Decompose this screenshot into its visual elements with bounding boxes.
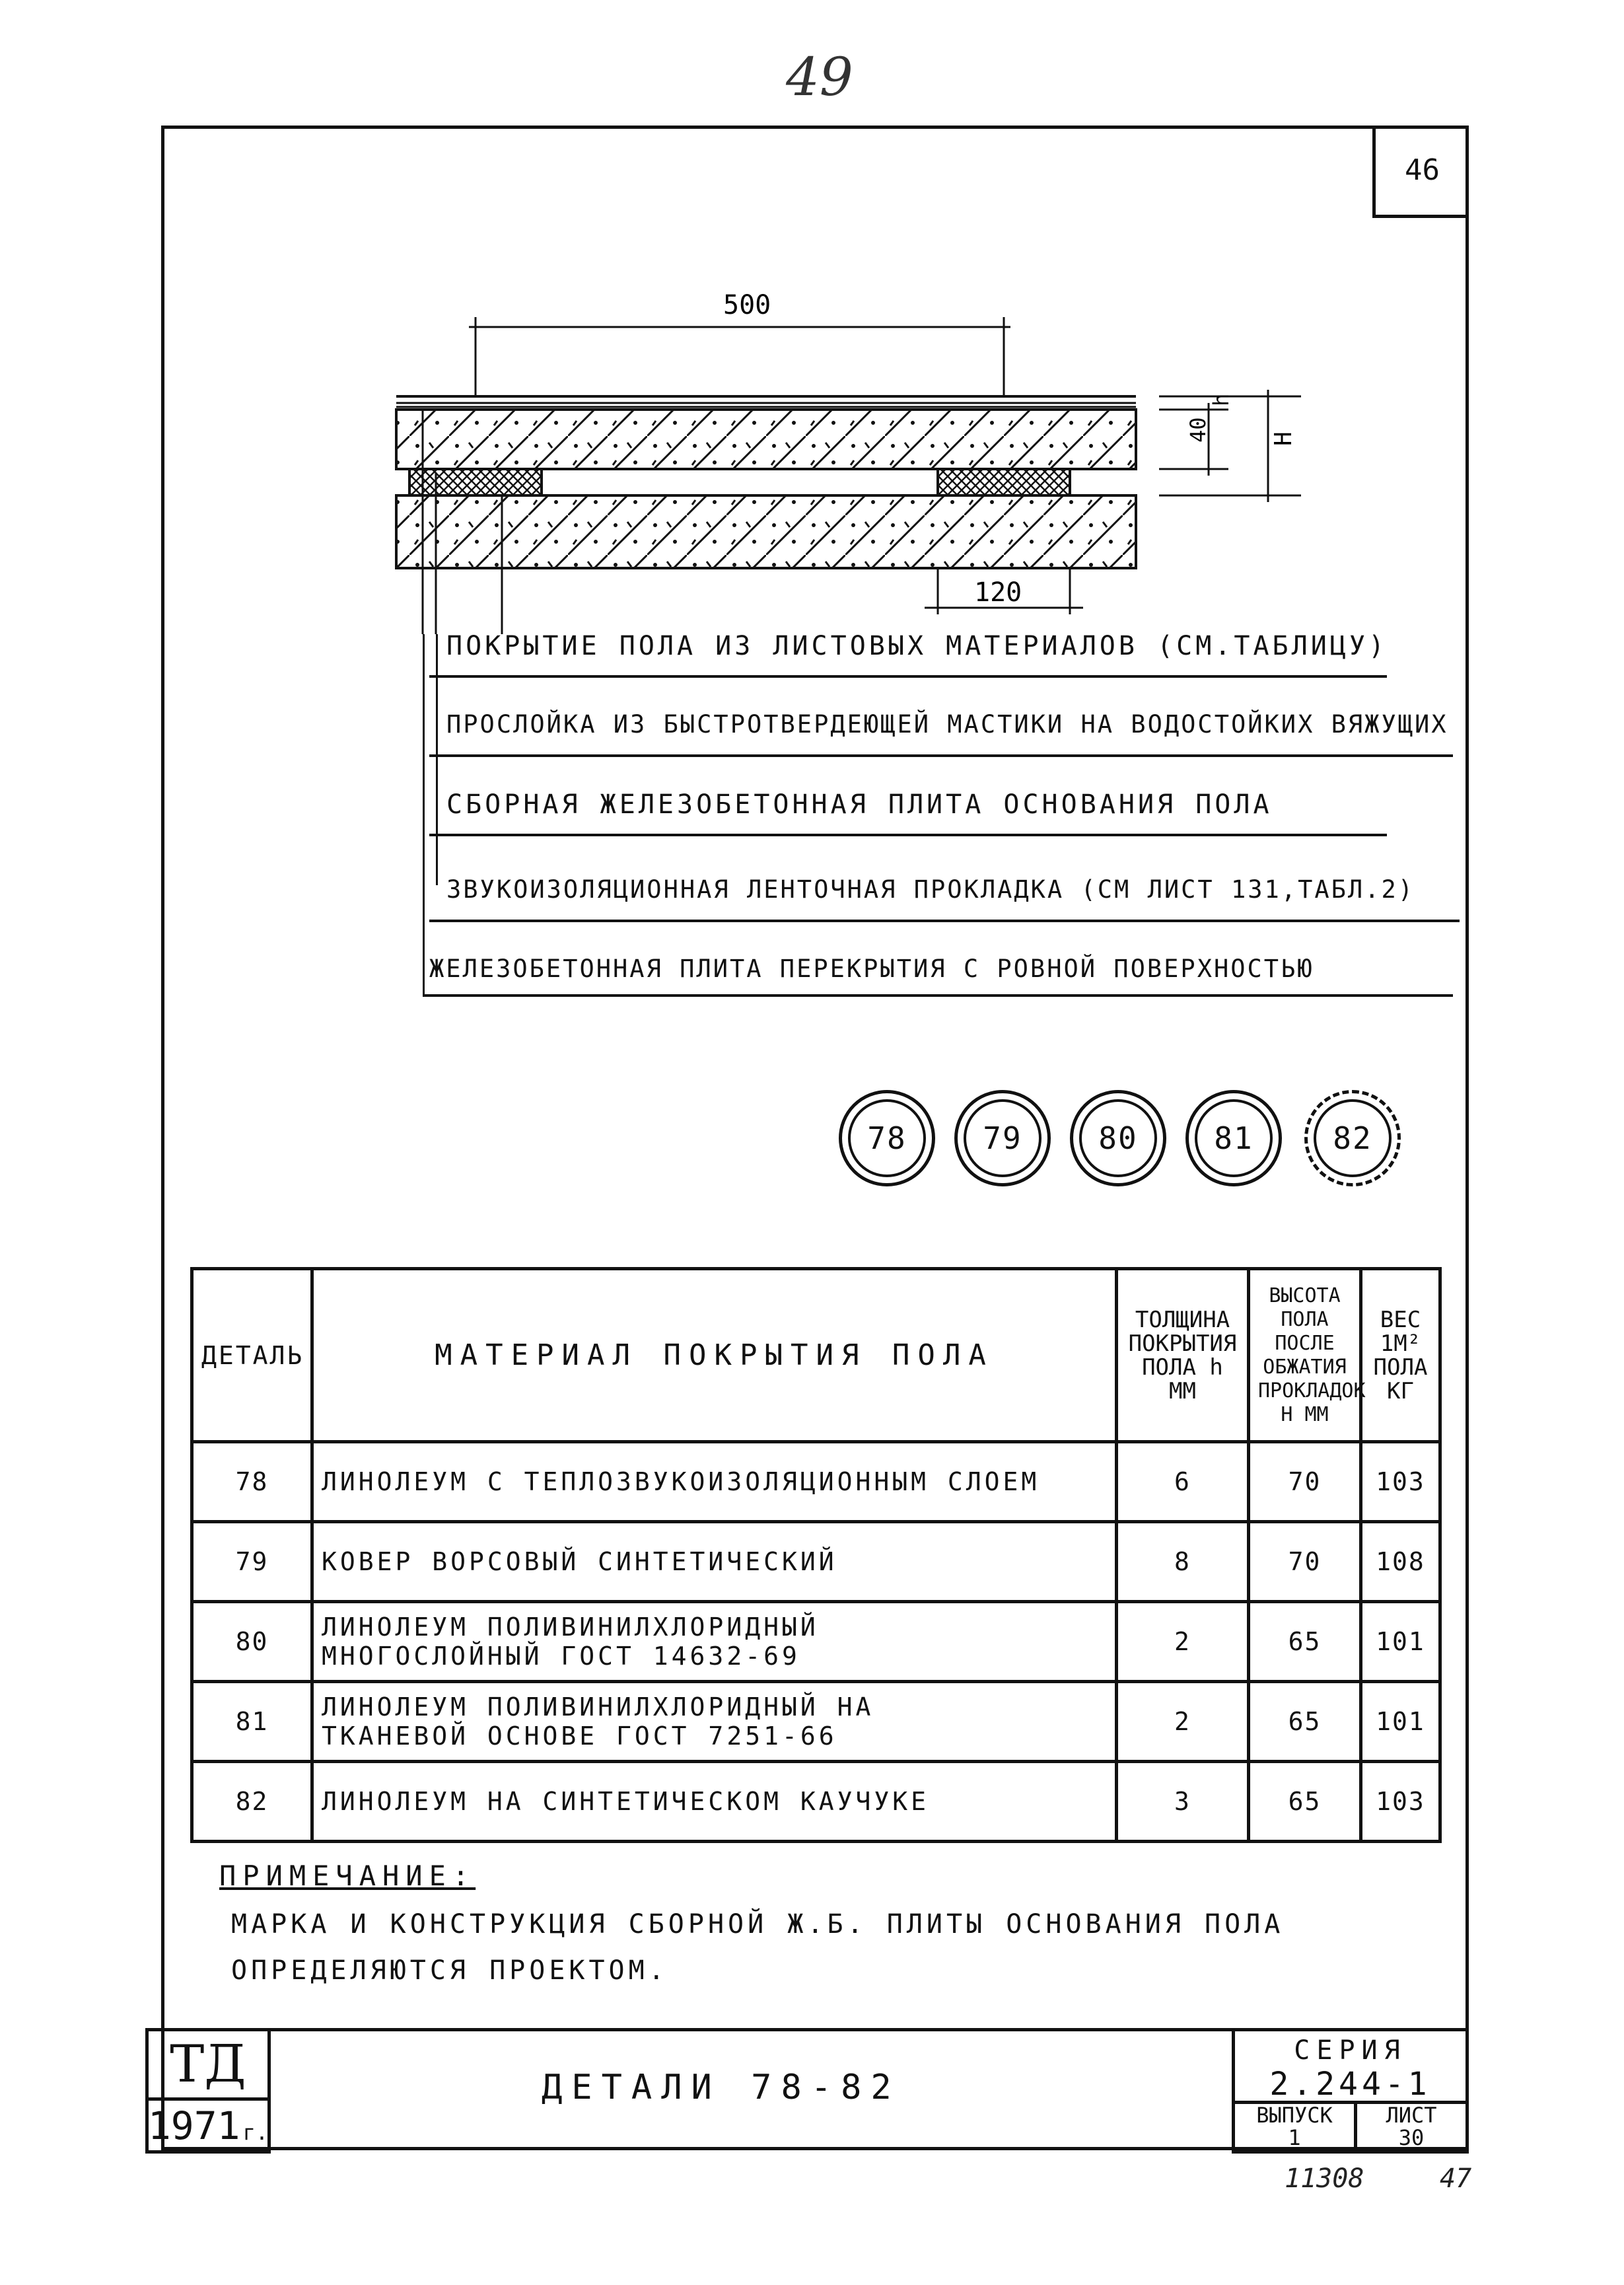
- series-value: 2.244-1: [1269, 2066, 1431, 2103]
- detail-marker-79: 79: [954, 1090, 1051, 1186]
- header-material: МАТЕРИАЛ ПОКРЫТИЯ ПОЛА: [312, 1269, 1117, 1442]
- cell-material-line2: ТКАНЕВОЙ ОСНОВЕ ГОСТ 7251-66: [322, 1722, 837, 1751]
- series-label: СЕРИЯ: [1294, 2035, 1407, 2066]
- cell-material-line2: МНОГОСЛОЙНЫЙ ГОСТ 14632-69: [322, 1642, 800, 1671]
- detail-marker-78: 78: [839, 1090, 935, 1186]
- detail-marker-82: 82: [1304, 1090, 1401, 1186]
- detail-marker-81: 81: [1185, 1090, 1282, 1186]
- note-line-2: ОПРЕДЕЛЯЮТСЯ ПРОЕКТОМ.: [231, 1955, 668, 1986]
- note-title: ПРИМЕЧАНИЕ:: [219, 1860, 476, 1892]
- floor-section-drawing: [370, 277, 1321, 634]
- archive-page-number: 47: [1440, 2163, 1472, 2194]
- cell-detail: 78: [192, 1442, 312, 1522]
- td-logo: ТД: [170, 2035, 246, 2094]
- legend-item-covering: ПОКРЫТИЕ ПОЛА ИЗ ЛИСТОВЫХ МАТЕРИАЛОВ (СМ.ТАБЛИЦУ): [446, 631, 1388, 661]
- materials-table: [190, 1267, 1442, 1843]
- header-detail: ДЕТАЛЬ: [192, 1269, 312, 1442]
- legend-item-floor-slab: ЖЕЛЕЗОБЕТОННАЯ ПЛИТА ПЕРЕКРЫТИЯ С РОВНОЙ ПОВЕРХНОСТЬЮ: [429, 955, 1314, 983]
- issue-label: ВЫПУСК: [1256, 2103, 1333, 2128]
- cell-detail: 80: [192, 1602, 312, 1682]
- sheet-box: [1354, 2101, 1469, 2154]
- issue-box: [1232, 2101, 1357, 2154]
- year-suffix: г.: [242, 2119, 269, 2145]
- detail-marker-80: 80: [1070, 1090, 1166, 1186]
- header-height: ВЫСОТА ПОЛА ПОСЛЕ ОБЖАТИЯ ПРОКЛАДОК H ММ: [1249, 1269, 1361, 1442]
- cell-detail: 81: [192, 1682, 312, 1762]
- table-row: [192, 1522, 1440, 1602]
- logo-box: [145, 2028, 271, 2101]
- cell-weight: 108: [1361, 1522, 1440, 1602]
- sheet-value: 30: [1398, 2125, 1425, 2150]
- table-row: [192, 1762, 1440, 1842]
- sheet-number-box: [1372, 126, 1469, 218]
- cell-weight: 101: [1361, 1602, 1440, 1682]
- cell-detail: 79: [192, 1522, 312, 1602]
- acoustic-strip-left: [409, 469, 542, 495]
- cell-height: 70: [1249, 1442, 1361, 1522]
- drawing-title: ДЕТАЛИ 78-82: [542, 2068, 901, 2107]
- cell-material: [312, 1602, 1117, 1682]
- cell-material-line1: ЛИНОЛЕУМ ПОЛИВИНИЛХЛОРИДНЫЙ: [322, 1613, 819, 1642]
- cell-weight: 101: [1361, 1682, 1440, 1762]
- legend-item-precast-slab: СБОРНАЯ ЖЕЛЕЗОБЕТОННАЯ ПЛИТА ОСНОВАНИЯ ПОЛА: [446, 789, 1273, 820]
- cell-height: 65: [1249, 1682, 1361, 1762]
- cell-weight: 103: [1361, 1762, 1440, 1842]
- sheet-number: 46: [1405, 153, 1440, 187]
- cell-thickness: 6: [1117, 1442, 1249, 1522]
- year: 1971: [147, 2103, 240, 2148]
- legend-item-mastic: ПРОСЛОЙКА ИЗ БЫСТРОТВЕРДЕЮЩЕЙ МАСТИКИ НА ВОДОСТОЙКИХ ВЯЖУЩИХ: [446, 710, 1448, 739]
- page-number-handwritten: 49: [786, 46, 853, 108]
- cell-material-line1: ЛИНОЛЕУМ ПОЛИВИНИЛХЛОРИДНЫЙ НА: [322, 1692, 874, 1722]
- cell-thickness: 3: [1117, 1762, 1249, 1842]
- cell-material: ЛИНОЛЕУМ НА СИНТЕТИЧЕСКОМ КАУЧУКЕ: [312, 1762, 1117, 1842]
- cell-height: 65: [1249, 1762, 1361, 1842]
- header-thickness: ТОЛЩИНА ПОКРЫТИЯ ПОЛА h ММ: [1117, 1269, 1249, 1442]
- cell-thickness: 2: [1117, 1602, 1249, 1682]
- dim-label-h: h: [1209, 393, 1234, 406]
- table-row: [192, 1602, 1440, 1682]
- sheet-label: ЛИСТ: [1386, 2103, 1437, 2128]
- lower-slab: [396, 495, 1136, 568]
- cell-weight: 103: [1361, 1442, 1440, 1522]
- cell-material: ЛИНОЛЕУМ С ТЕПЛОЗВУКОИЗОЛЯЦИОННЫМ СЛОЕМ: [312, 1442, 1117, 1522]
- cell-thickness: 2: [1117, 1682, 1249, 1762]
- issue-value: 1: [1288, 2125, 1301, 2150]
- header-weight: ВЕС 1М² ПОЛА КГ: [1361, 1269, 1440, 1442]
- table-row: [192, 1442, 1440, 1522]
- cell-thickness: 8: [1117, 1522, 1249, 1602]
- cell-material: КОВЕР ВОРСОВЫЙ СИНТЕТИЧЕСКИЙ: [312, 1522, 1117, 1602]
- acoustic-strip-right: [938, 469, 1070, 495]
- note-line-1: МАРКА И КОНСТРУКЦИЯ СБОРНОЙ Ж.Б. ПЛИТЫ ОСНОВАНИЯ ПОЛА: [231, 1909, 1285, 1940]
- upper-slab: [396, 410, 1136, 469]
- table-row: [192, 1682, 1440, 1762]
- series-box: [1232, 2028, 1469, 2104]
- year-box: [145, 2097, 271, 2154]
- cell-height: 65: [1249, 1602, 1361, 1682]
- dim-label-500: 500: [723, 290, 771, 320]
- legend-item-acoustic-strip: ЗВУКОИЗОЛЯЦИОННАЯ ЛЕНТОЧНАЯ ПРОКЛАДКА (СМ ЛИСТ 131,ТАБЛ.2): [446, 875, 1415, 904]
- cell-height: 70: [1249, 1522, 1361, 1602]
- cell-detail: 82: [192, 1762, 312, 1842]
- cell-material: [312, 1682, 1117, 1762]
- table-header-row: [192, 1269, 1440, 1442]
- dim-label-H: H: [1270, 431, 1297, 446]
- archive-stamp: 11308: [1285, 2163, 1364, 2194]
- dim-label-120: 120: [974, 577, 1022, 608]
- dim-label-40: 40: [1185, 417, 1211, 443]
